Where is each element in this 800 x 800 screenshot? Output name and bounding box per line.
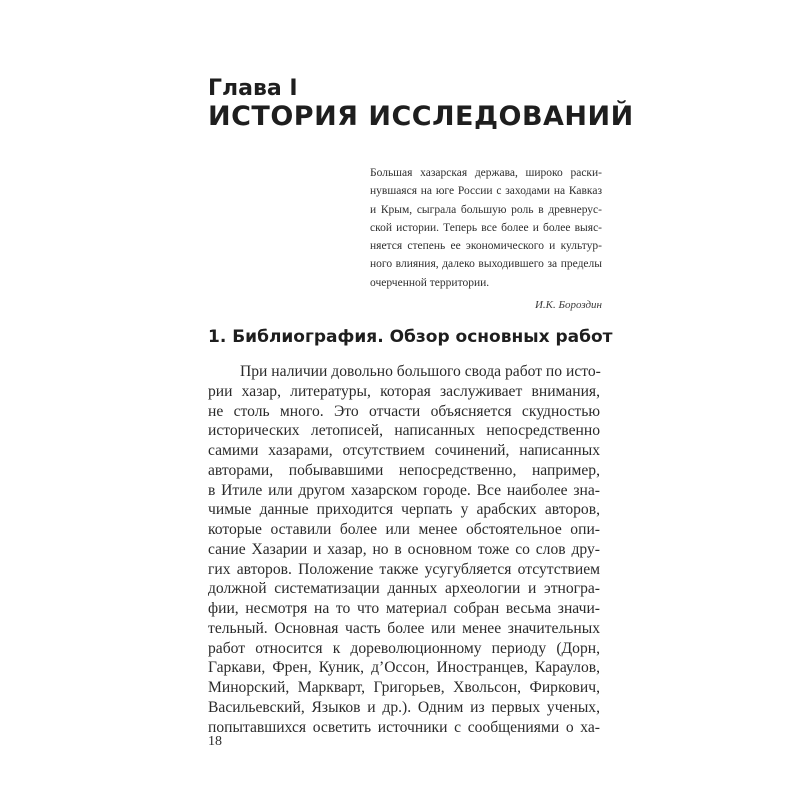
body-line: попытавшихся осветить источники с сообщениями о ха- (208, 718, 600, 736)
epigraph-line: няется степень ее экономического и культур- (370, 240, 602, 253)
page-number: 18 (208, 734, 222, 749)
body-line: должной систематизации данных археологии и этногра- (208, 580, 600, 598)
body-line: тельный. Основная часть более или менее значительных (208, 619, 600, 637)
body-line: авторами, побывавшими непосредственно, например, (208, 461, 600, 479)
section-heading: 1. Библиография. Обзор основных работ (208, 327, 613, 347)
body-line: работ относится к дореволюционному периоду (Дорн, (208, 639, 600, 657)
epigraph-author: И.К. Бороздин (534, 299, 602, 311)
chapter-title: ИСТОРИЯ ИССЛЕДОВАНИЙ (208, 101, 634, 132)
body-line: Гаркави, Френ, Куник, д’Оссон, Иностранцев, Караулов, (208, 659, 600, 677)
body-line: исторических летописей, написанных непосредственно (208, 422, 600, 440)
epigraph-line: очерченной территории. (370, 276, 490, 289)
body-line: самими хазарами, отсутствием сочинений, написанных (208, 442, 600, 459)
body-line: чимые данные приходится черпать у арабских авторов, (208, 501, 600, 519)
body-line: рии хазар, литературы, которая заслуживает внимания, (208, 382, 600, 400)
epigraph-line: Большая хазарская держава, широко раски- (370, 167, 602, 179)
body-line: в Итиле или другом хазарском городе. Все наиболее зна- (208, 481, 600, 499)
epigraph-line: ской истории. Теперь все более и более выяс- (370, 221, 602, 234)
body-line: сание Хазарии и хазар, но в основном тоже со слов дру- (208, 540, 600, 558)
body-line: Минорский, Маркварт, Григорьев, Хвольсон, Фиркович, (208, 679, 600, 696)
body-line: Васильевский, Языков и др.). Одним из первых ученых, (208, 698, 600, 716)
body-line: которые оставили более или менее обстоятельное опи- (208, 521, 600, 538)
epigraph (370, 164, 602, 292)
body-line: гих авторов. Положение также усугубляется отсутствием (208, 560, 600, 578)
epigraph-line: и Крым, сыграла большую роль в древнерус- (370, 203, 602, 216)
body-line: фии, несмотря на то что материал собран весьма значи- (208, 600, 600, 617)
epigraph-line: нувшаяся на юге России с заходами на Кавказ (370, 185, 602, 198)
body-line: не столь много. Это отчасти объясняется скудностью (208, 402, 600, 420)
body-line: При наличии довольно большого свода работ по исто- (240, 363, 601, 380)
epigraph-line: ного влияния, далеко выходившего за пределы (370, 258, 602, 271)
chapter-label: Глава I (208, 76, 298, 101)
body-text (208, 362, 600, 737)
